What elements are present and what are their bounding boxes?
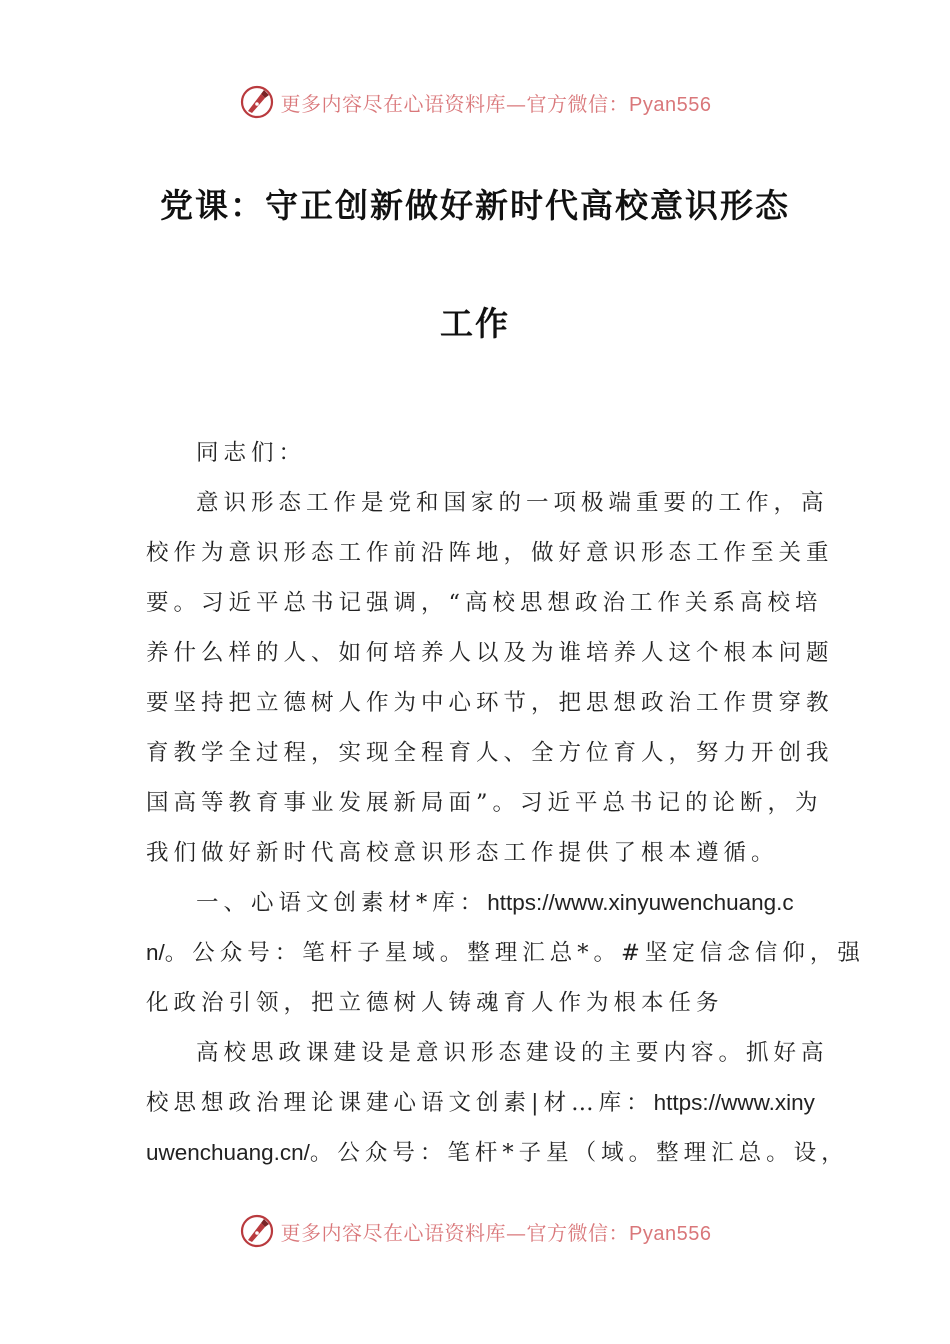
paragraph-1-line: 要。习近平总书记强调，“高校思想政治工作关系高校培 <box>146 590 823 616</box>
paragraph-1-line: 意识形态工作是党和国家的一项极端重要的工作，高 <box>196 490 829 516</box>
greeting: 同志们： <box>196 440 307 466</box>
wechat-id: Pyan556 <box>629 93 712 116</box>
watermark-cn-text: 更多内容尽在心语资料库—官方微信： <box>280 1220 630 1245</box>
page-title-line-2: 工作 <box>440 304 510 343</box>
paragraph-2-text: 。公众号：笔杆*子星（域。整理汇总。设， <box>309 1140 849 1166</box>
section-1-heading-line <box>146 878 808 928</box>
source-url: n/ <box>146 940 165 965</box>
watermark-text <box>281 88 712 117</box>
paragraph-2-line <box>146 1078 815 1128</box>
pen-nib-logo-icon <box>239 84 275 120</box>
section-1-heading-line: 化政治引领，把立德树人铸魂育人作为根本任务 <box>146 990 724 1016</box>
section-1-text: 。公众号：笔杆子星域。整理汇总*。#坚定信念信仰，强 <box>164 940 865 966</box>
paragraph-1-line: 校作为意识形态工作前沿阵地，做好意识形态工作至关重 <box>146 540 834 566</box>
wechat-id: Pyan556 <box>629 1222 712 1245</box>
paragraph-1-line: 国高等教育事业发展新局面”。习近平总书记的论断，为 <box>146 790 823 816</box>
paragraph-1-line: 要坚持把立德树人作为中心环节，把思想政治工作贯穿教 <box>146 690 834 716</box>
footer-watermark-banner <box>0 1211 950 1251</box>
header-watermark-banner <box>0 82 950 122</box>
paragraph-1-line: 育教学全过程，实现全程育人、全方位育人，努力开创我 <box>146 740 834 766</box>
source-url: https://www.xiny <box>653 1090 815 1115</box>
pen-nib-logo-icon <box>239 1213 275 1249</box>
paragraph-2-text: 校思想政治理论课建心语文创素|材…库： <box>146 1090 654 1116</box>
source-url: uwenchuang.cn/ <box>146 1140 310 1165</box>
document-body <box>146 478 865 1178</box>
source-url: https://www.xinyuwenchuang.c <box>487 890 794 915</box>
section-1-heading-line <box>146 928 865 978</box>
paragraph-2-line: 高校思政课建设是意识形态建设的主要内容。抓好高 <box>196 1040 829 1066</box>
section-1-prefix: 一、心语文创素材*库： <box>196 890 488 916</box>
watermark-text <box>281 1217 712 1246</box>
paragraph-1-line: 我们做好新时代高校意识形态工作提供了根本遵循。 <box>146 840 779 866</box>
paragraph-2-line <box>146 1128 849 1178</box>
page-title-line-1: 党课：守正创新做好新时代高校意识形态 <box>160 186 790 225</box>
watermark-cn-text: 更多内容尽在心语资料库—官方微信： <box>280 91 630 116</box>
paragraph-1-line: 养什么样的人、如何培养人以及为谁培养人这个根本问题 <box>146 640 834 666</box>
